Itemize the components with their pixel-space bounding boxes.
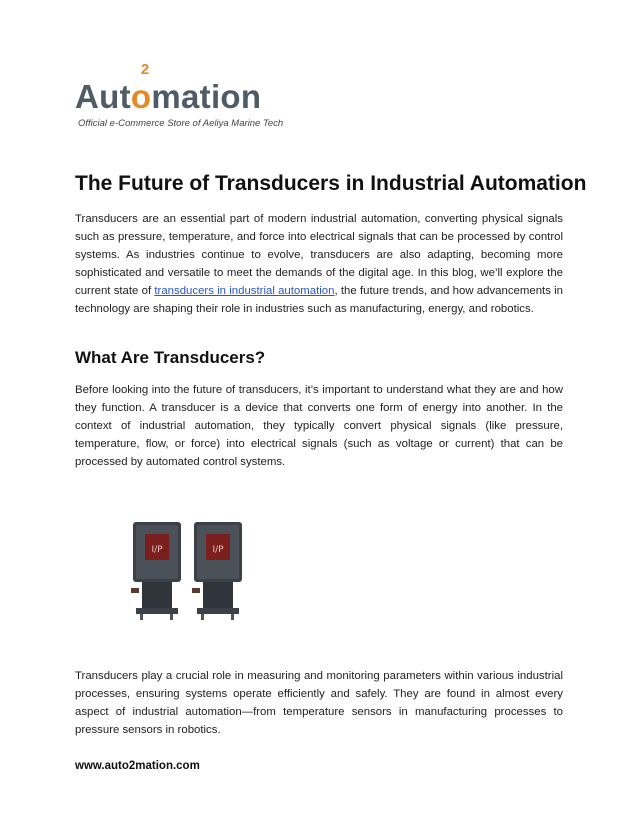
brand-logo [75,61,305,134]
device-right-label: I/P [212,545,224,555]
logo-tagline: Official e-Commerce Store of Aeliya Marine Tech [78,118,284,129]
closing-paragraph: Transducers play a crucial role in measuring and monitoring parameters within various industrial processes, ensuring systems operate efficiently and safely. They are found in almost every aspect of industrial automation—from temperature sensors in manufacturing processes to pressure sensors in robotics. [75,670,563,736]
intro-paragraph [75,210,563,318]
logo-word-start: Aut [75,78,131,115]
section-heading: What Are Transducers? [75,348,266,367]
logo-word-o: o 2 [130,61,152,115]
footer-website[interactable]: www.auto2mation.com [75,760,200,772]
page-title: The Future of Transducers in Industrial Automation [75,172,587,195]
logo-superscript: 2 [140,61,150,78]
transducer-devices-image [130,518,245,623]
intro-text-after-link: , the future trends, and how advancements in technology are shaping their role in industries such as manufacturing, energy, and robotics. [75,285,564,315]
transducer-device-left [131,522,181,620]
logo-wordmark [75,61,262,120]
transducers-link[interactable]: transducers in industrial automation [154,285,335,297]
section-paragraph: Before looking into the future of transducers, it’s important to understand what they are and how they function. A transducer is a device that converts one form of energy into another. In the context of industrial automation, they typically convert physical signals (like pressure, temperature, flow, or force) into electrical signals (such as voltage or current) that can be processed by automated control systems. [75,384,563,468]
device-left-label: I/P [151,545,163,555]
intro-text-before-link: Transducers are an essential part of modern industrial automation, converting physical signals such as pressure, temperature, and force into electrical signals that can be processed by control systems. As industries continue to evolve, transducers are also adapting, becoming more sophisticated and versatile to meet the demands of the digital age. In this blog, we’ll explore the current state of [75,213,563,297]
logo-word-end: mation [151,78,262,115]
transducer-device-right [192,522,242,620]
